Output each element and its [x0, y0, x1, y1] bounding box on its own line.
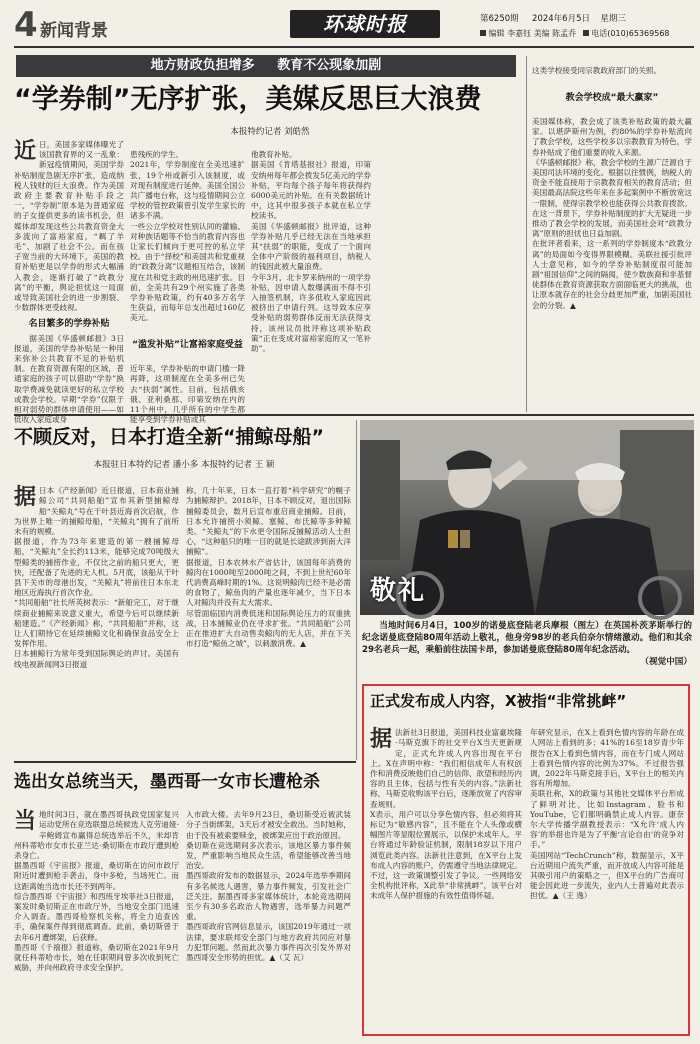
story2-col1: 据日本《产经新闻》近日报道，日本商业捕鲸公司“共同船舶”宣布其新型捕鲸母船“关鲸丸”号在干叶县近海首次启航，作为世界上唯一的捕鲸母船，“关鲸丸”拥有了前所未有的规模。 据报道，作为73年来建造的第一艘捕鲸母船，“关鲸丸”全长约113米，能够完成70吨级大型鲸类的捕捞作业，不仅比之前的船只更大，更快，还配备了先进的无人机。5月底，该船从干叶县下关市的母港出发，“关鲸丸”将前往日本东北地区近海执行首次作业。 “共同船舶”社长所英树表示：“新船完工，对于继续商业捕鲸来说意义重大，希望今后可以继续新船建造。”《产经新闻》称，“共同船舶”并称，这让人们期待它在延续捕鲸文化和确保食品安全上发挥作用。 日本捕鲸行为常年受到国际舆论的声讨。美国有线电视新闻网3日报道: [14, 485, 179, 669]
story4-box: [362, 684, 690, 1036]
story1-kicker: 地方财政负担增多 教育不公现象加剧: [16, 55, 516, 77]
editor-line: [480, 28, 670, 39]
photo-caption-title: 敬礼: [370, 576, 427, 606]
story3-col1: 当地时间3日，就在墨西哥执政党国家复兴运动党所在竞选联盟总统候选人克劳迪娅·辛鲍姆宣布赢得总统选举后不久，米却肯州科蒂哈市女市长亚兰达·桑切斯在市政厅遭到枪杀身亡。 据墨西哥《宇宙报》报道，桑切斯在访问市政厅附近时遭到枪手袭击，身中多枪，当场死亡。而这距离她当选市长还不到两年。 综合墨西哥《宇宙报》和西班牙埃菲社3日报道，案发时桑切斯正在市政厅外，当地安全部门迅速介入调查。墨西哥检察机关称，将全力追查凶手，确保案件得到彻底调查。此前，桑切斯曾于去年6月遭绑架，后获释。 墨西哥《千禧报》报道称，桑切斯在2021年9月就任科蒂哈市长，她在任职期间曾多次收到死亡威胁，并向州政府寻求安全保护。: [14, 809, 179, 973]
section-rule-1: [14, 414, 694, 416]
story3-col2: 入市政大楼。去年9月23日，桑切斯受近被武装分子当街绑架，3天后才被安全救出。当时她称，由于没有被索要赎金，被绑架应出于政治原因。 桑切斯在竞选期间多次表示，该地区暴力事件频发，严重影响当地民众生活，希望能够改善当地治安。 墨西哥政府发布的数据显示，2024年选举季期间有多名候选人遇害，暴力事件频发，引发社会广泛关注。据墨西哥多家媒体统计，本轮竞选期间至少有30多名政治人物遇害，选举暴力问题严重。 墨西哥政府官网信息显示，该国2019年通过一项法律，要求联邦安全部门与地方政府共同应对暴力犯罪问题。然而此次暴力事件再次引发外界对墨西哥安全形势的担忧。▲（艾 瓦）: [186, 810, 351, 963]
photo-caption: 当地时间6月4日，100岁的诺曼底登陆老兵摩根（图左）在英国朴茨茅斯举行的纪念诺曼底登陆80周年活动上敬礼，他身旁98岁的老兵伯奈尔情绪激动。他们和其余29名老兵一起，乘船前往法国卡昂，参加诺曼底登陆80周年纪念活动。 （视觉中国）: [362, 621, 692, 667]
photo-credit: （视觉中国）: [640, 657, 692, 667]
paper-name: 环球时报: [323, 12, 407, 36]
story2-divider: [356, 420, 357, 760]
story2-col2: 称，几十年来，日本一直打着“科学研究”的幌子为捕鲸辩护。2018年，日本不顾反对，退出国际捕鲸委员会，数月后宣布重启商业捕鲸。目前，日本允许捕捞小须鲸、塞鲸、布氏鲸等多种鲸类。“关鲸丸”的下水更令国际反捕鲸活动人士担心，“这种船只的唯一目的就是长途跋涉到南大洋捕鲸”。 据报道，日本农林水产省估计，该国每年消费的鲸肉在1000吨至2000吨之间，不到上世纪60年代消费高峰时期的1%。这说明鲸肉已经不是必需的食物了，鲸鱼肉的产量也逐年减少，当下日本人对鲸肉并没有太大需求。 尽管面临国内消费低迷和国际舆论压力的双重挑战，日本捕鲸业仍在寻求扩张。“共同船舶”公司正在推进扩大自动售卖鲸肉的无人店，并在下关市打造“鲸鱼之城”，以刺激消费。▲: [186, 486, 351, 649]
editors: 编辑 李嘉钰 美编 陈孟乔: [488, 29, 577, 38]
story4-col2: 年研究显示，在X上看到色情内容的年龄在成人网站上看到的多；41%的16至18岁青少年报告在X上看到色情内容，而在专门成人网站上看到色情内容的比例为37%。不过报告强调，2022年马斯克接手后，X平台上的相关内容有所增加。 美联社称，X的政策与其他社交媒体平台形成了鲜明对比，比如Instagram、脸书和YouTube，它们都明确禁止成人内容。康奈尔大学传播学副教授表示：“X允许‘成人内容’的举措也许是为了平衡‘言论自由’的竞争对手。” 美国网站“TechCrunch”称，数据显示，X平台近期用户流失严重，而开放成人内容可能是其吸引用户的策略之一，但X平台的广告商可能会因此进一步流失，业内人士普遍对此表示担忧。▲（王 逸）: [530, 728, 684, 901]
issue-date: 2024年6月5日: [532, 14, 590, 24]
story1-subhead-2: “滥发补贴”让富裕家庭受益: [132, 339, 243, 350]
story1-col-divider: [526, 56, 527, 412]
story1-col1: 近 日，美国多家媒体曝光了该国教育界的又一乱象：新冠疫情期间，美国学券补贴制度急剧无序扩张，造成纳税人钱财的巨大浪费。作为美国政府主要教育补贴手段之一，“学券制”原本是为普通家庭的子女提供更多的读书机会，但媒体却发现这些公共教育资金大多流向了富裕家庭，“羁了羊毛”、加剧了社会不公。而在孩子宽当前的大环境下，美国的教育补贴更是以学券的形式大幅涌入教会，逐渐打破了“政教分离”的平衡，舆论担忧这一局面或导致美国社会的进一步割裂、少数群体更受歧视。 名目繁多的学券补贴 据美国《华盛顿邮报》3日报道，美国的学券补贴是一种用来弥补公共教育不足的补贴机制。在教育资源有限的区域，普通家庭的孩子可以借助“学券”换取学费减免就读更好的私立学校或教会学校。早期“学券”仅限于相对弱势的群体申请使用——如低收入家庭或身: [14, 139, 124, 425]
page-number: 4: [14, 5, 38, 45]
issue-line: [480, 12, 626, 24]
story3-dropcap: 当: [14, 809, 37, 835]
story1-col2: 患残疾的学生。 2021年，学券制度在全美迅速扩张，19个州或新引入该制度，或对现有制度进行延伸。美国全国公共广播电台称，这与疫情期间公立学校的管控政策曾引发学生家长的诸多不满。 一些公立学校对性别认同的灌输、对种族话题等不恰当的教育内容也让家长们倾向于更可控的私立学校。由于“择校”和美国共和党重视的“政教分离”议题相互结合，该制度在共和党主政的州迅速扩张。目前，全美共有29个州实施了各类学券补贴政策，约有40多万名学生获益，而每年总支出超过160亿美元。 “滥发补贴”让富裕家庭受益 近年来，学券补贴的申请门槛一降再降，这项制度在全美多州已失去“扶弱”属性。目前，包括俄亥俄、亚利桑那、印第安纳在内的11个州中，几乎所有的中学生都能享受到学券补贴或其: [130, 150, 245, 425]
story4-dropcap: 据: [370, 727, 393, 753]
issue-number: 第6250期: [480, 14, 519, 24]
story4-col1: 据法新社3日报道，美国科技业富豪埃隆·马斯克旗下的社交平台X当天更新规定，正式允许成人内容出现在平台上。X在声明中称：“我们相信成年人有权创作和消费反映他们自己的信仰、欲望和经历内容的且主体，包括与性有关的内容。”法新社称，马斯克收购该平台后，逐渐放宽了内容审查规则。 X表示，用户可以分享色情内容，但必须将其标记为“敏感内容”，且不能在个人头像或横幅图片等显眼位置展示，以保护未成年人。平台将通过年龄验证机制，限制18岁以下用户浏览此类内容。法新社注意到，在X平台上发布成人内容的账户，仍需遵守当地法律规定。 不过，这一政策调整引发了争议。一些网络安全机构批评称，X此举“非常挑衅”，该平台对未成年人保护措施的有效性值得怀疑。: [370, 727, 522, 901]
story1-col3: 他教育补贴。 据美国《肯塔基报社》报道，印第安纳州每年都会拨发5亿美元的学券补贴，平均每个孩子每年将获得约6000美元的补贴。在有关数据统计中，这其中很多孩子本就在私立学校读书。 美国《华盛顿邮报》批评道，这种学券补贴几乎已经无法在当地承担其“扶弱”的职能，变成了一个面向全体中产阶级的福利项目，纳税人的钱因此被大量浪费。 今年3月，北卡罗来纳州的一项学券补贴，因申请人数爆满而不得不引入抽签机制，许多低收入家庭因此被挤出了申请行列。这导致本应享受补贴的弱势群体反而无法获得支持，该州议员批评称这项补贴政策“正在变成对富裕家庭的又一笔补助”。: [251, 150, 371, 354]
story3-headline: 选出女总统当天，墨西哥一女市长遭枪杀: [14, 772, 320, 792]
masthead-rule: [14, 46, 694, 48]
story2-dropcap: 据: [14, 485, 37, 511]
phone: 电话(010)65369568: [591, 29, 670, 38]
story2-byline: 本报驻日本特约记者 潘小多 本报特约记者 王 颖: [93, 460, 275, 470]
story1-dropcap: 近: [14, 139, 37, 164]
section-title: 新闻背景: [40, 21, 108, 41]
story2-headline: 不顾反对，日本打造全新“捕鲸母船”: [14, 426, 324, 448]
story1-headline: “学券制”无序扩张，美媒反思巨大浪费: [14, 84, 482, 115]
section-rule-2: [14, 761, 356, 763]
story1-subhead-3: 教会学校成“最大赢家”: [565, 92, 659, 103]
story1-col4: 这类学校接受同宗教政府部门的关照。 教会学校成“最大赢家” 美国媒体称，教会成了该类补贴政策的最大赢家。以堪萨斯州为例，约80%的学券补贴流向了教会学校，这些学校多以宗教教育为特色，学券补贴成了他们重要的收入来源。 《华盛顿邮报》称，教会学校的生源广泛源自于美国司法环境的变化。根据以往惯例，纳税人的资金不能直接用于宗教教育相关的教育活动；但美国最高法院这些年来在多起案例中不断放宽这一限制，使得宗教学校也能获得公共教育拨款。在这一背景下，学券补贴制度的扩大无疑进一步推动了教会学校的发展，而美国社会对“政教分离”原则的担忧也日益加剧。 在批评者看来，这一系列的学券制度本“政教分离”的局面如今变得界限模糊。美联社援引批评人士意见称，如今的学券补贴制度很可能加剧“祖国信仰”之间的隔阂，使少数族裔和非基督徒群体在教育资源获取方面面临更大的挑战，也让原本就存在的社会分歧更加严重，加剧美国社会的分裂。▲: [532, 66, 692, 310]
issue-weekday: 星期三: [600, 14, 626, 24]
story1-byline: 本报特约记者 刘皓然: [230, 127, 310, 137]
story1-subhead-1: 名目繁多的学券补贴: [28, 319, 110, 330]
story4-headline: 正式发布成人内容，X被指“非常挑衅”: [370, 692, 627, 710]
paper-logo: [290, 10, 440, 38]
veterans-photo: [360, 420, 694, 615]
masthead: [14, 6, 694, 46]
